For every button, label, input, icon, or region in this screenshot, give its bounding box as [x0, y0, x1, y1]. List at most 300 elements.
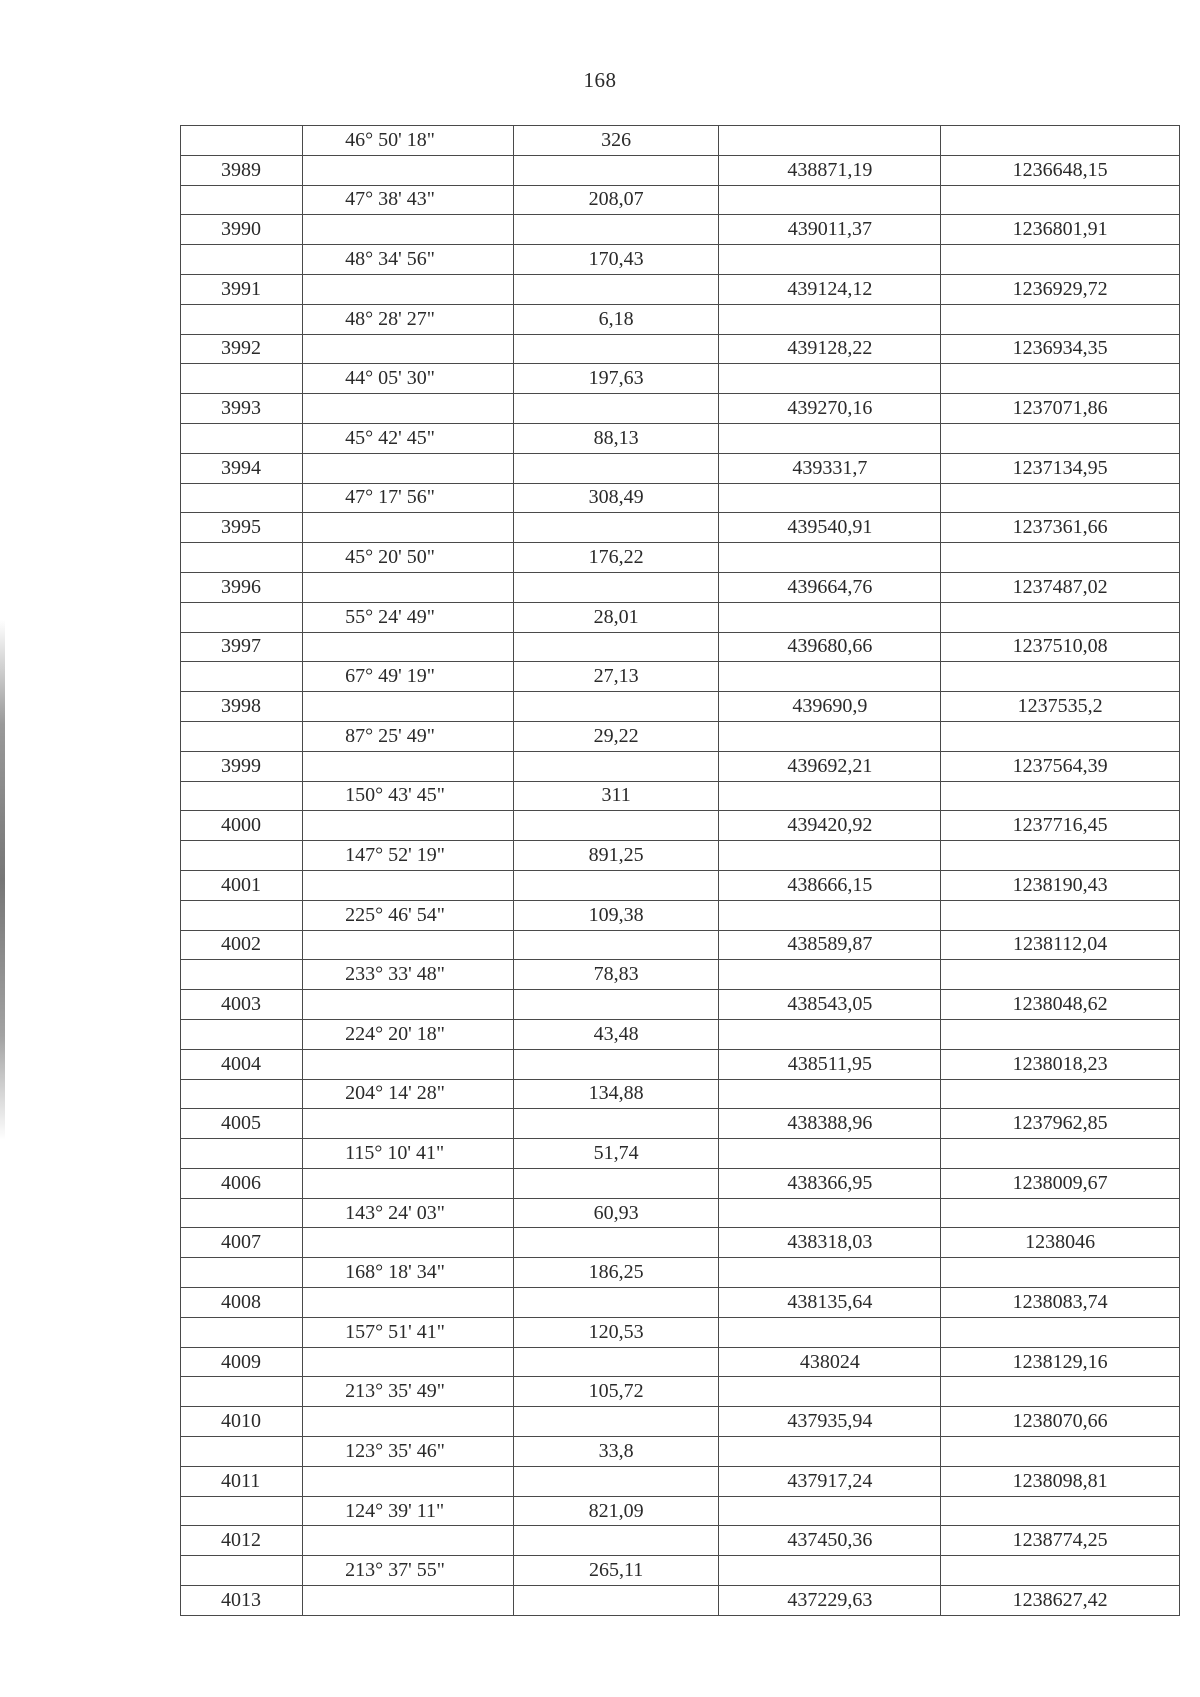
point-row [181, 632, 1180, 662]
point-row [181, 215, 1180, 245]
y-coordinate-cell: 1237361,66 [941, 513, 1180, 543]
bearing-cell: 115° 10' 41" [303, 1139, 514, 1169]
x-coordinate-cell: 438511,95 [719, 1049, 941, 1079]
point-row [181, 1049, 1180, 1079]
bearing-cell: 233° 33' 48" [303, 960, 514, 990]
point-id-cell: 3989 [181, 155, 303, 185]
point-row [181, 990, 1180, 1020]
bearing-cell: 45° 42' 45" [303, 423, 514, 453]
bearing-cell: 213° 37' 55" [303, 1556, 514, 1586]
empty-cell [513, 1466, 718, 1496]
y-coordinate-cell: 1237071,86 [941, 394, 1180, 424]
empty-cell [941, 721, 1180, 751]
empty-cell [513, 811, 718, 841]
empty-cell [719, 781, 941, 811]
empty-cell [181, 721, 303, 751]
y-coordinate-cell: 1238627,42 [941, 1586, 1180, 1616]
distance-cell: 28,01 [513, 602, 718, 632]
point-id-cell: 3992 [181, 334, 303, 364]
table-body [181, 126, 1180, 1616]
segment-row [181, 1198, 1180, 1228]
empty-cell [303, 572, 514, 602]
bearing-cell: 150° 43' 45" [303, 781, 514, 811]
empty-cell [303, 274, 514, 304]
segment-row [181, 245, 1180, 275]
distance-cell: 33,8 [513, 1437, 718, 1467]
bearing-cell: 48° 28' 27" [303, 304, 514, 334]
distance-cell: 29,22 [513, 721, 718, 751]
distance-cell: 326 [513, 126, 718, 156]
segment-row [181, 423, 1180, 453]
empty-cell [941, 1019, 1180, 1049]
empty-cell [941, 245, 1180, 275]
point-row [181, 1526, 1180, 1556]
point-id-cell: 3993 [181, 394, 303, 424]
empty-cell [181, 1019, 303, 1049]
empty-cell [181, 1079, 303, 1109]
x-coordinate-cell: 437229,63 [719, 1586, 941, 1616]
point-id-cell: 4000 [181, 811, 303, 841]
empty-cell [181, 781, 303, 811]
point-id-cell: 4013 [181, 1586, 303, 1616]
point-id-cell: 4007 [181, 1228, 303, 1258]
empty-cell [941, 1556, 1180, 1586]
empty-cell [181, 185, 303, 215]
empty-cell [181, 304, 303, 334]
point-row [181, 1347, 1180, 1377]
x-coordinate-cell: 439692,21 [719, 751, 941, 781]
empty-cell [303, 1288, 514, 1318]
y-coordinate-cell: 1238083,74 [941, 1288, 1180, 1318]
bearing-cell: 47° 38' 43" [303, 185, 514, 215]
distance-cell: 208,07 [513, 185, 718, 215]
empty-cell [513, 751, 718, 781]
empty-cell [513, 1347, 718, 1377]
segment-row [181, 900, 1180, 930]
point-id-cell: 3994 [181, 453, 303, 483]
empty-cell [719, 364, 941, 394]
x-coordinate-cell: 439270,16 [719, 394, 941, 424]
x-coordinate-cell: 438388,96 [719, 1109, 941, 1139]
point-id-cell: 4004 [181, 1049, 303, 1079]
point-row [181, 394, 1180, 424]
x-coordinate-cell: 439540,91 [719, 513, 941, 543]
distance-cell: 176,22 [513, 543, 718, 573]
empty-cell [303, 394, 514, 424]
empty-cell [303, 1466, 514, 1496]
empty-cell [303, 990, 514, 1020]
distance-cell: 311 [513, 781, 718, 811]
empty-cell [181, 1258, 303, 1288]
empty-cell [941, 304, 1180, 334]
y-coordinate-cell: 1236934,35 [941, 334, 1180, 364]
point-row [181, 930, 1180, 960]
segment-row [181, 1019, 1180, 1049]
empty-cell [513, 930, 718, 960]
empty-cell [513, 394, 718, 424]
empty-cell [513, 990, 718, 1020]
point-id-cell: 4010 [181, 1407, 303, 1437]
bearing-cell: 168° 18' 34" [303, 1258, 514, 1288]
empty-cell [181, 1496, 303, 1526]
empty-cell [303, 1168, 514, 1198]
empty-cell [181, 483, 303, 513]
y-coordinate-cell: 1237716,45 [941, 811, 1180, 841]
y-coordinate-cell: 1238098,81 [941, 1466, 1180, 1496]
empty-cell [719, 841, 941, 871]
point-row [181, 751, 1180, 781]
point-id-cell: 4001 [181, 870, 303, 900]
point-row [181, 274, 1180, 304]
x-coordinate-cell: 438871,19 [719, 155, 941, 185]
empty-cell [719, 1139, 941, 1169]
segment-row [181, 662, 1180, 692]
empty-cell [941, 900, 1180, 930]
bearing-cell: 123° 35' 46" [303, 1437, 514, 1467]
segment-row [181, 1437, 1180, 1467]
empty-cell [303, 811, 514, 841]
empty-cell [513, 1586, 718, 1616]
point-id-cell: 4006 [181, 1168, 303, 1198]
empty-cell [181, 1198, 303, 1228]
segment-row [181, 185, 1180, 215]
empty-cell [719, 304, 941, 334]
y-coordinate-cell: 1238009,67 [941, 1168, 1180, 1198]
segment-row [181, 1496, 1180, 1526]
empty-cell [303, 1586, 514, 1616]
y-coordinate-cell: 1238018,23 [941, 1049, 1180, 1079]
distance-cell: 170,43 [513, 245, 718, 275]
empty-cell [513, 274, 718, 304]
empty-cell [181, 1139, 303, 1169]
empty-cell [181, 1377, 303, 1407]
distance-cell: 105,72 [513, 1377, 718, 1407]
segment-row [181, 543, 1180, 573]
point-id-cell: 4008 [181, 1288, 303, 1318]
empty-cell [513, 1109, 718, 1139]
empty-cell [719, 1496, 941, 1526]
point-id-cell: 3990 [181, 215, 303, 245]
empty-cell [941, 1377, 1180, 1407]
empty-cell [719, 662, 941, 692]
point-row [181, 692, 1180, 722]
y-coordinate-cell: 1238048,62 [941, 990, 1180, 1020]
empty-cell [303, 632, 514, 662]
empty-cell [941, 1079, 1180, 1109]
empty-cell [181, 1437, 303, 1467]
y-coordinate-cell: 1237510,08 [941, 632, 1180, 662]
empty-cell [513, 1049, 718, 1079]
x-coordinate-cell: 439124,12 [719, 274, 941, 304]
empty-cell [303, 1228, 514, 1258]
point-id-cell: 3995 [181, 513, 303, 543]
distance-cell: 27,13 [513, 662, 718, 692]
point-id-cell: 3991 [181, 274, 303, 304]
empty-cell [941, 543, 1180, 573]
empty-cell [181, 1556, 303, 1586]
bearing-cell: 147° 52' 19" [303, 841, 514, 871]
coordinates-table [180, 125, 1180, 1616]
empty-cell [181, 602, 303, 632]
distance-cell: 88,13 [513, 423, 718, 453]
empty-cell [303, 1526, 514, 1556]
y-coordinate-cell: 1238129,16 [941, 1347, 1180, 1377]
empty-cell [303, 751, 514, 781]
point-id-cell: 3997 [181, 632, 303, 662]
bearing-cell: 55° 24' 49" [303, 602, 514, 632]
empty-cell [941, 1258, 1180, 1288]
empty-cell [303, 1109, 514, 1139]
empty-cell [941, 662, 1180, 692]
empty-cell [719, 1079, 941, 1109]
empty-cell [513, 513, 718, 543]
empty-cell [181, 960, 303, 990]
x-coordinate-cell: 438135,64 [719, 1288, 941, 1318]
distance-cell: 78,83 [513, 960, 718, 990]
empty-cell [719, 126, 941, 156]
empty-cell [719, 602, 941, 632]
x-coordinate-cell: 437917,24 [719, 1466, 941, 1496]
distance-cell: 186,25 [513, 1258, 718, 1288]
empty-cell [941, 185, 1180, 215]
segment-row [181, 1317, 1180, 1347]
empty-cell [303, 453, 514, 483]
segment-row [181, 1377, 1180, 1407]
y-coordinate-cell: 1236648,15 [941, 155, 1180, 185]
point-row [181, 334, 1180, 364]
empty-cell [719, 1437, 941, 1467]
segment-row [181, 1139, 1180, 1169]
empty-cell [513, 1228, 718, 1258]
segment-row [181, 1079, 1180, 1109]
point-row [181, 1109, 1180, 1139]
y-coordinate-cell: 1237535,2 [941, 692, 1180, 722]
point-row [181, 1228, 1180, 1258]
y-coordinate-cell: 1237962,85 [941, 1109, 1180, 1139]
x-coordinate-cell: 439331,7 [719, 453, 941, 483]
bearing-cell: 48° 34' 56" [303, 245, 514, 275]
x-coordinate-cell: 438318,03 [719, 1228, 941, 1258]
x-coordinate-cell: 439128,22 [719, 334, 941, 364]
distance-cell: 120,53 [513, 1317, 718, 1347]
point-row [181, 1288, 1180, 1318]
bearing-cell: 224° 20' 18" [303, 1019, 514, 1049]
x-coordinate-cell: 438024 [719, 1347, 941, 1377]
empty-cell [513, 215, 718, 245]
bearing-cell: 213° 35' 49" [303, 1377, 514, 1407]
x-coordinate-cell: 437935,94 [719, 1407, 941, 1437]
empty-cell [513, 155, 718, 185]
distance-cell: 109,38 [513, 900, 718, 930]
segment-row [181, 721, 1180, 751]
empty-cell [303, 1407, 514, 1437]
empty-cell [181, 364, 303, 394]
empty-cell [941, 1317, 1180, 1347]
y-coordinate-cell: 1237487,02 [941, 572, 1180, 602]
empty-cell [719, 1258, 941, 1288]
empty-cell [303, 155, 514, 185]
point-row [181, 870, 1180, 900]
y-coordinate-cell: 1238046 [941, 1228, 1180, 1258]
segment-row [181, 841, 1180, 871]
distance-cell: 43,48 [513, 1019, 718, 1049]
empty-cell [303, 870, 514, 900]
empty-cell [941, 1198, 1180, 1228]
empty-cell [303, 513, 514, 543]
empty-cell [941, 841, 1180, 871]
empty-cell [513, 870, 718, 900]
segment-row [181, 304, 1180, 334]
point-row [181, 155, 1180, 185]
x-coordinate-cell: 438666,15 [719, 870, 941, 900]
distance-cell: 265,11 [513, 1556, 718, 1586]
y-coordinate-cell: 1238774,25 [941, 1526, 1180, 1556]
empty-cell [719, 423, 941, 453]
empty-cell [303, 334, 514, 364]
point-row [181, 811, 1180, 841]
point-row [181, 1407, 1180, 1437]
empty-cell [513, 1526, 718, 1556]
y-coordinate-cell: 1236801,91 [941, 215, 1180, 245]
empty-cell [181, 423, 303, 453]
empty-cell [941, 364, 1180, 394]
distance-cell: 308,49 [513, 483, 718, 513]
point-id-cell: 3999 [181, 751, 303, 781]
empty-cell [719, 1019, 941, 1049]
y-coordinate-cell: 1238112,04 [941, 930, 1180, 960]
point-row [181, 1466, 1180, 1496]
x-coordinate-cell: 437450,36 [719, 1526, 941, 1556]
empty-cell [513, 453, 718, 483]
point-row [181, 572, 1180, 602]
distance-cell: 821,09 [513, 1496, 718, 1526]
x-coordinate-cell: 439011,37 [719, 215, 941, 245]
empty-cell [941, 781, 1180, 811]
empty-cell [941, 960, 1180, 990]
bearing-cell: 143° 24' 03" [303, 1198, 514, 1228]
empty-cell [941, 1139, 1180, 1169]
y-coordinate-cell: 1238070,66 [941, 1407, 1180, 1437]
segment-row [181, 483, 1180, 513]
point-id-cell: 4012 [181, 1526, 303, 1556]
point-id-cell: 4003 [181, 990, 303, 1020]
bearing-cell: 204° 14' 28" [303, 1079, 514, 1109]
point-id-cell: 3996 [181, 572, 303, 602]
point-id-cell: 4002 [181, 930, 303, 960]
empty-cell [719, 1556, 941, 1586]
segment-row [181, 1258, 1180, 1288]
distance-cell: 6,18 [513, 304, 718, 334]
empty-cell [181, 662, 303, 692]
x-coordinate-cell: 439664,76 [719, 572, 941, 602]
empty-cell [719, 1377, 941, 1407]
empty-cell [513, 1288, 718, 1318]
empty-cell [941, 423, 1180, 453]
point-row [181, 1586, 1180, 1616]
empty-cell [941, 1437, 1180, 1467]
empty-cell [303, 215, 514, 245]
point-id-cell: 3998 [181, 692, 303, 722]
empty-cell [303, 1347, 514, 1377]
empty-cell [181, 543, 303, 573]
x-coordinate-cell: 439420,92 [719, 811, 941, 841]
bearing-cell: 44° 05' 30" [303, 364, 514, 394]
empty-cell [513, 572, 718, 602]
x-coordinate-cell: 438543,05 [719, 990, 941, 1020]
empty-cell [719, 1198, 941, 1228]
distance-cell: 891,25 [513, 841, 718, 871]
empty-cell [941, 483, 1180, 513]
empty-cell [941, 126, 1180, 156]
distance-cell: 197,63 [513, 364, 718, 394]
segment-row [181, 781, 1180, 811]
empty-cell [181, 841, 303, 871]
empty-cell [941, 602, 1180, 632]
empty-cell [719, 483, 941, 513]
bearing-cell: 46° 50' 18" [303, 126, 514, 156]
bearing-cell: 157° 51' 41" [303, 1317, 514, 1347]
segment-row [181, 364, 1180, 394]
bearing-cell: 47° 17' 56" [303, 483, 514, 513]
point-id-cell: 4009 [181, 1347, 303, 1377]
x-coordinate-cell: 438589,87 [719, 930, 941, 960]
point-id-cell: 4011 [181, 1466, 303, 1496]
empty-cell [719, 185, 941, 215]
scan-edge-shadow [0, 620, 5, 1140]
empty-cell [181, 1317, 303, 1347]
empty-cell [181, 126, 303, 156]
point-id-cell: 4005 [181, 1109, 303, 1139]
bearing-cell: 45° 20' 50" [303, 543, 514, 573]
x-coordinate-cell: 439690,9 [719, 692, 941, 722]
bearing-cell: 87° 25' 49" [303, 721, 514, 751]
segment-row [181, 960, 1180, 990]
empty-cell [719, 543, 941, 573]
segment-row [181, 1556, 1180, 1586]
distance-cell: 60,93 [513, 1198, 718, 1228]
y-coordinate-cell: 1237134,95 [941, 453, 1180, 483]
bearing-cell: 225° 46' 54" [303, 900, 514, 930]
empty-cell [719, 960, 941, 990]
y-coordinate-cell: 1236929,72 [941, 274, 1180, 304]
point-row [181, 1168, 1180, 1198]
empty-cell [719, 721, 941, 751]
empty-cell [719, 245, 941, 275]
empty-cell [513, 1407, 718, 1437]
point-row [181, 513, 1180, 543]
empty-cell [181, 900, 303, 930]
empty-cell [719, 900, 941, 930]
empty-cell [941, 1496, 1180, 1526]
empty-cell [513, 1168, 718, 1198]
empty-cell [513, 632, 718, 662]
bearing-cell: 124° 39' 11" [303, 1496, 514, 1526]
empty-cell [303, 692, 514, 722]
distance-cell: 134,88 [513, 1079, 718, 1109]
empty-cell [513, 334, 718, 364]
x-coordinate-cell: 439680,66 [719, 632, 941, 662]
distance-cell: 51,74 [513, 1139, 718, 1169]
empty-cell [303, 930, 514, 960]
x-coordinate-cell: 438366,95 [719, 1168, 941, 1198]
empty-cell [303, 1049, 514, 1079]
bearing-cell: 67° 49' 19" [303, 662, 514, 692]
y-coordinate-cell: 1237564,39 [941, 751, 1180, 781]
empty-cell [513, 692, 718, 722]
empty-cell [719, 1317, 941, 1347]
y-coordinate-cell: 1238190,43 [941, 870, 1180, 900]
segment-row [181, 602, 1180, 632]
